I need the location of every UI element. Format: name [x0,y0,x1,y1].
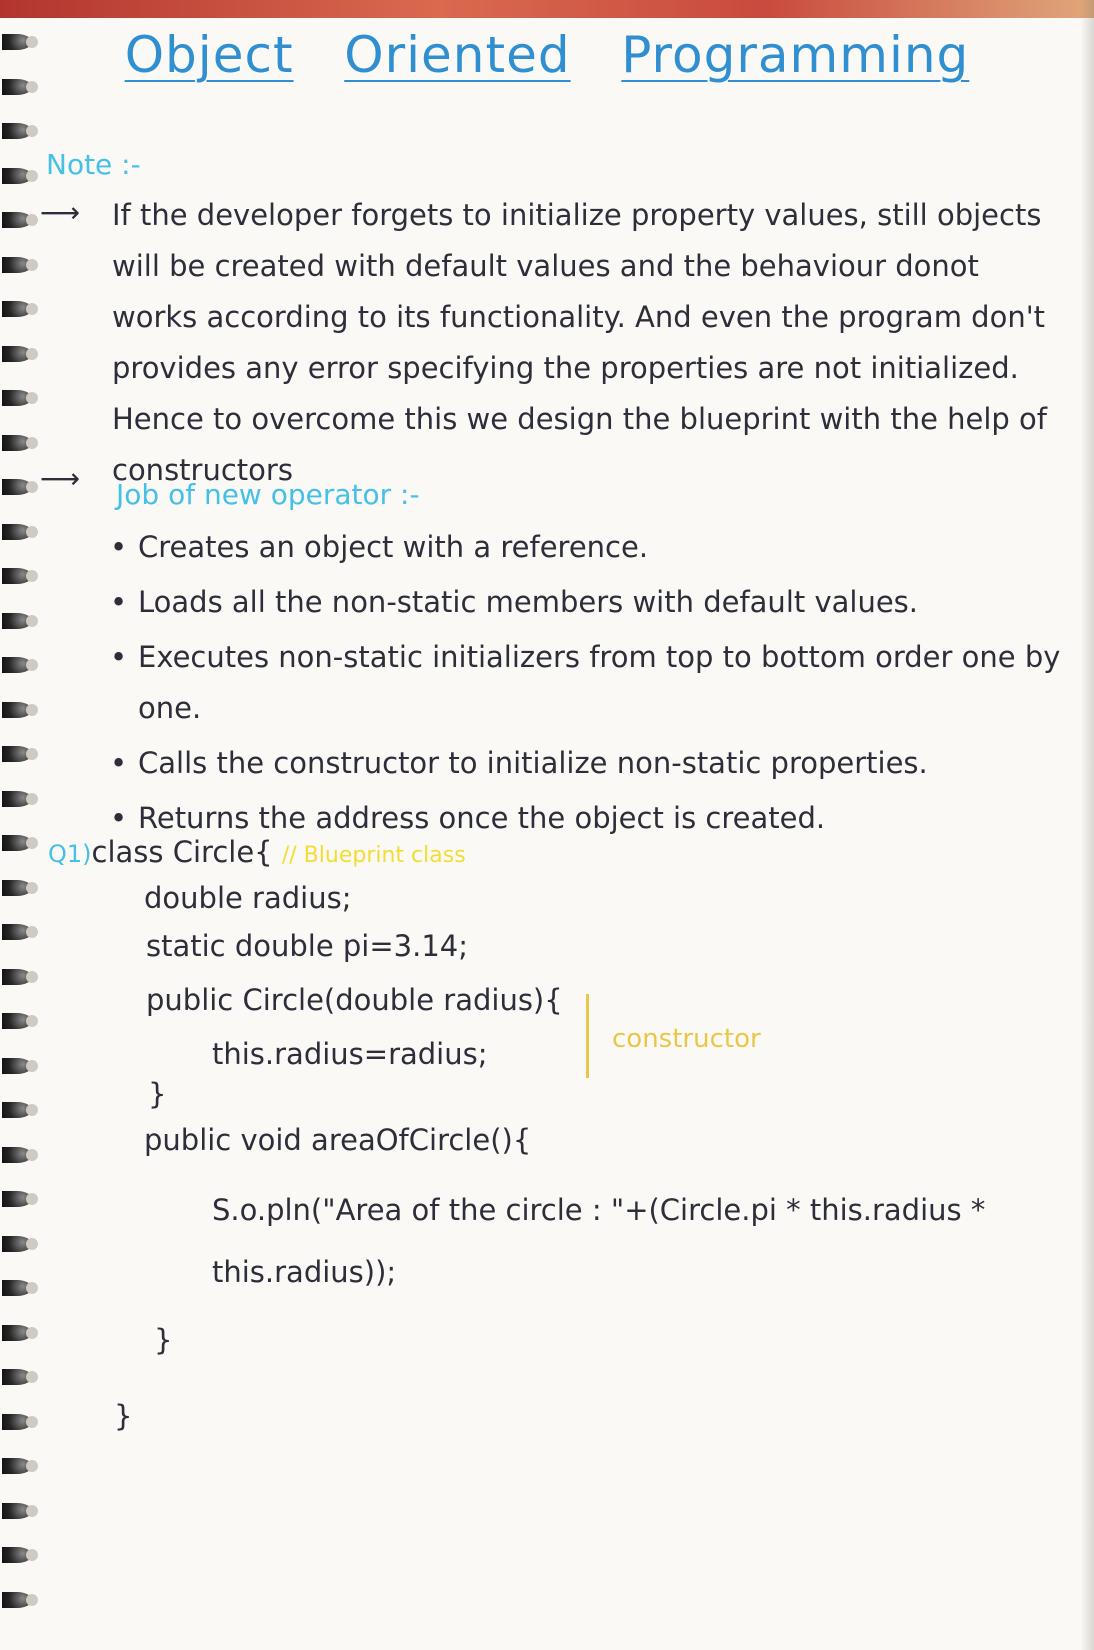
code-line-method: public void areaOfCircle(){ [144,1123,532,1157]
list-item: • Creates an object with a reference. [110,522,1070,573]
page-top-edge [0,0,1094,18]
binding-hole [26,704,38,716]
constructor-brace [586,994,595,1078]
binding-hole [26,1015,38,1027]
title-word-object: Object [124,26,294,84]
job-arrow-icon: ⟶ [40,462,81,495]
binding-hole [26,1416,38,1428]
code-line-class [48,832,466,876]
binding-hole [26,570,38,582]
binding-hole [26,259,38,271]
binding-hole [26,1594,38,1606]
binding-hole [26,659,38,671]
binding-hole [26,1460,38,1472]
binding-hole [26,1549,38,1561]
binding-hole [26,748,38,760]
binding-hole [26,392,38,404]
binding-hole [26,1193,38,1205]
code-line-constructor: public Circle(double radius){ [146,983,563,1017]
binding-hole [26,214,38,226]
question-label: Q1) [48,840,92,868]
list-item: • Loads all the non-static members with default values. [110,577,1070,628]
constructor-label: constructor [612,1024,761,1054]
binding-hole [26,1104,38,1116]
binding-hole [26,971,38,983]
binding-hole [26,303,38,315]
binding-hole [26,1327,38,1339]
binding-hole [26,170,38,182]
binding-hole [26,1238,38,1250]
binding-hole [26,1149,38,1161]
binding-hole [26,125,38,137]
binding-hole [26,526,38,538]
binding-hole [26,926,38,938]
code-line-field-radius: double radius; [144,881,352,915]
code-line-print: S.o.pln("Area of the circle : "+(Circle.pi * this.radius * [212,1193,986,1227]
code-class-decl: class Circle{ [91,835,273,869]
title-word-oriented: Oriented [344,26,571,84]
note-arrow-icon: ⟶ [40,196,81,229]
job-list [110,522,1070,848]
note-paragraph: If the developer forgets to initialize property values, still objects will be created with default values and the behaviour donot works according to its functionality. And even the program don't provides any error specifying the properties are not initialized. Hence to overcome this we design the blueprint with the help of constructors [112,198,1047,487]
spiral-binding [0,20,44,1650]
binding-hole [26,348,38,360]
binding-hole [26,793,38,805]
code-line-field-pi: static double pi=3.14; [146,929,469,963]
binding-hole [26,1371,38,1383]
binding-hole [26,1060,38,1072]
list-item: • Returns the address once the object is created. [110,793,1070,844]
code-line-close-ctor: } [148,1077,167,1111]
note-label: Note :- [46,148,141,181]
list-item: • Calls the constructor to initialize non-static properties. [110,738,1070,789]
page-edge-shadow [1080,0,1094,1650]
code-line-print-cont: this.radius)); [212,1255,397,1289]
code-line-close-class: } [114,1399,133,1433]
binding-hole [26,1505,38,1517]
binding-hole [26,615,38,627]
list-item: • Executes non-static initializers from top to bottom order one by one. [110,632,1070,734]
binding-hole [26,837,38,849]
code-line-close-method: } [154,1323,173,1357]
page-title [0,26,1094,84]
binding-hole [26,882,38,894]
title-word-programming: Programming [621,26,970,84]
binding-hole [26,1282,38,1294]
binding-hole [26,437,38,449]
code-comment: // Blueprint class [281,843,466,868]
binding-hole [26,481,38,493]
job-label: Job of new operator :- [116,478,420,511]
code-line-assign: this.radius=radius; [212,1037,488,1071]
